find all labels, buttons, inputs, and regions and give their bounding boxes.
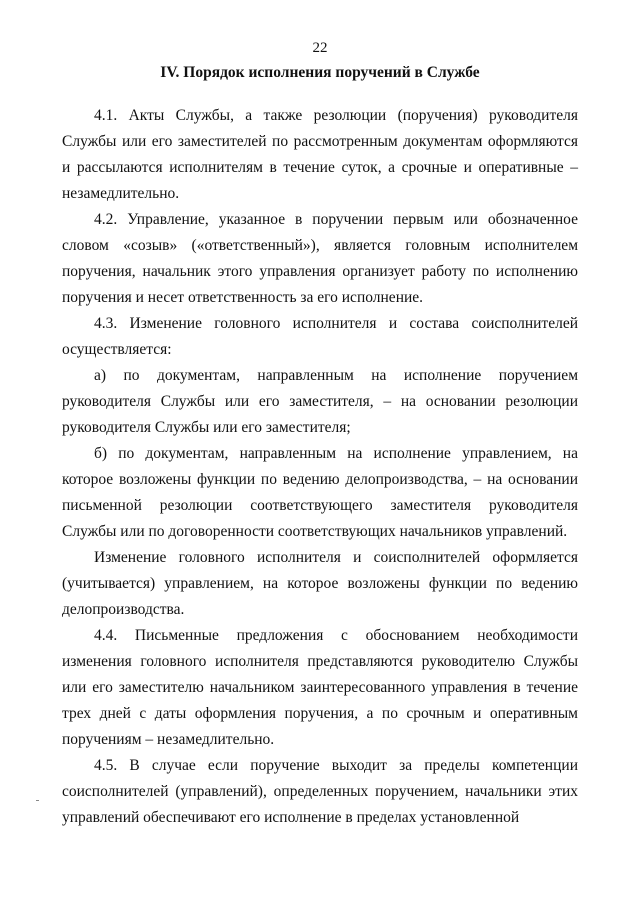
- document-body: [62, 103, 578, 831]
- page-number: 22: [312, 40, 328, 56]
- paragraph-4-3: 4.3. Изменение головного исполнителя и состава соисполнителей осуществляется:: [62, 315, 578, 358]
- paragraph-4-4: 4.4. Письменные предложения с обоснованием необходимости изменения головного исполнителя представляются руководителю Службы или его заместителю начальником заинтересованного управления в течение трех дней с даты оформления поручения, а по срочным и оперативным поручениям – незамедлительно.: [62, 627, 578, 748]
- paragraph-change-note: Изменение головного исполнителя и соисполнителей оформляется (учитывается) управлением, на которое возложены функции по ведению делопроизводства.: [62, 549, 578, 618]
- paragraph-4-3-a: а) по документам, направленным на исполнение поручением руководителя Службы или его заместителя, – на основании резолюции руководителя Службы или его заместителя;: [62, 367, 578, 436]
- paragraph-4-5: 4.5. В случае если поручение выходит за пределы компетенции соисполнителей (управлений), определенных поручением, начальники этих управлений обеспечивают его исполнение в пределах установленной: [62, 757, 578, 826]
- paragraph-4-2: 4.2. Управление, указанное в поручении первым или обозначенное словом «созыв» («ответственный»), является головным исполнителем поручения, начальник этого управления организует работу по исполнению поручения и несет ответственность за его исполнение.: [62, 211, 578, 306]
- section-title: IV. Порядок исполнения поручений в Службе: [160, 64, 480, 81]
- paragraph-4-1: 4.1. Акты Службы, а также резолюции (поручения) руководителя Службы или его заместителей по рассмотренным документам оформляются и рассылаются исполнителям в течение суток, а срочные и оперативные – незамедлительно.: [62, 107, 578, 202]
- scan-artifact: [36, 800, 39, 801]
- paragraph-4-3-b: б) по документам, направленным на исполнение управлением, на которое возложены функции по ведению делопроизводства, – на основании письменной резолюции соответствующего заместителя руководителя Службы или по договоренности соответствующих начальников управлений.: [62, 445, 578, 540]
